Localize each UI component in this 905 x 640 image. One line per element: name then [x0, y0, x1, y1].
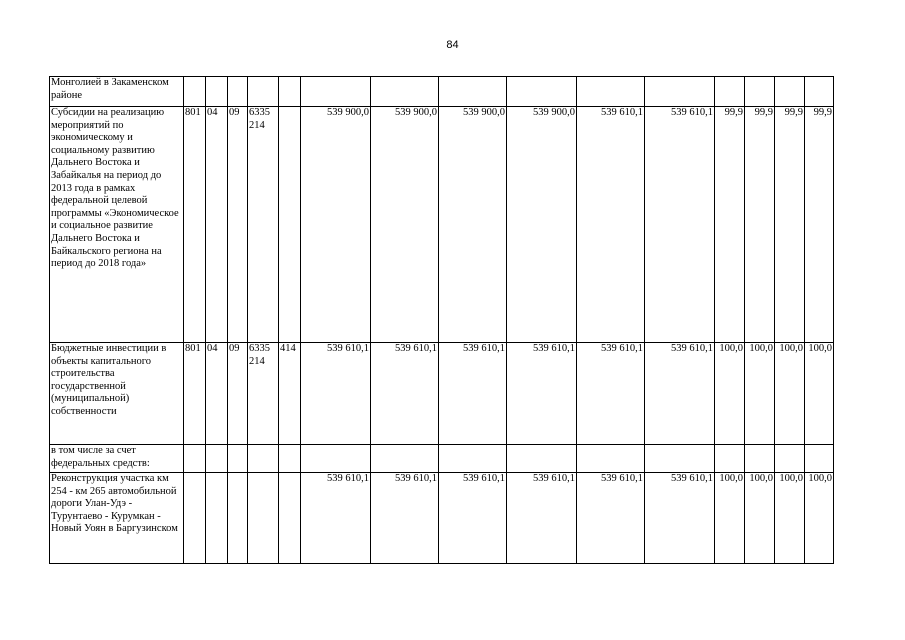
percent-cell [775, 77, 805, 107]
amount-cell: 539 900,0 [371, 107, 439, 343]
percent-cell [745, 77, 775, 107]
ministry-code: 801 [184, 343, 206, 445]
expense-type-code [279, 445, 301, 473]
percent-cell: 100,0 [715, 473, 745, 564]
percent-cell: 99,9 [805, 107, 834, 343]
amount-cell [577, 77, 645, 107]
budget-table [49, 76, 834, 564]
item-name: Реконструкция участка км 254 - км 265 автомобильной дороги Улан-Удэ - Турунтаево - Курумкан - Новый Уоян в Баргузинском [50, 473, 184, 564]
target-article-code [248, 77, 279, 107]
amount-cell [439, 445, 507, 473]
amount-cell [507, 77, 577, 107]
amount-cell: 539 900,0 [507, 107, 577, 343]
expense-type-code: 414 [279, 343, 301, 445]
amount-cell: 539 610,1 [577, 107, 645, 343]
table-row [50, 473, 834, 564]
subsection-code: 09 [228, 343, 248, 445]
subsection-code: 09 [228, 107, 248, 343]
target-article-code [248, 473, 279, 564]
percent-cell [775, 445, 805, 473]
percent-cell: 100,0 [745, 473, 775, 564]
amount-cell [645, 445, 715, 473]
amount-cell: 539 610,1 [645, 473, 715, 564]
amount-cell [577, 445, 645, 473]
target-article-code: 6335 214 [248, 343, 279, 445]
expense-type-code [279, 473, 301, 564]
table-row [50, 343, 834, 445]
subsection-code [228, 473, 248, 564]
ministry-code [184, 473, 206, 564]
amount-cell: 539 610,1 [439, 343, 507, 445]
amount-cell [439, 77, 507, 107]
amount-cell [371, 445, 439, 473]
amount-cell [301, 445, 371, 473]
amount-cell: 539 900,0 [439, 107, 507, 343]
percent-cell: 100,0 [805, 473, 834, 564]
amount-cell [507, 445, 577, 473]
percent-cell: 100,0 [775, 343, 805, 445]
percent-cell: 99,9 [745, 107, 775, 343]
amount-cell: 539 610,1 [301, 473, 371, 564]
item-name: Монголией в Закаменском районе [50, 77, 184, 107]
percent-cell: 100,0 [715, 343, 745, 445]
percent-cell [745, 445, 775, 473]
ministry-code [184, 77, 206, 107]
percent-cell: 99,9 [775, 107, 805, 343]
section-code: 04 [206, 343, 228, 445]
section-code [206, 473, 228, 564]
item-name: в том числе за счет федеральных средств: [50, 445, 184, 473]
ministry-code [184, 445, 206, 473]
percent-cell: 99,9 [715, 107, 745, 343]
page-number: 84 [446, 39, 459, 51]
section-code [206, 77, 228, 107]
table-row [50, 77, 834, 107]
amount-cell [301, 77, 371, 107]
amount-cell: 539 610,1 [507, 343, 577, 445]
amount-cell: 539 610,1 [577, 473, 645, 564]
item-name: Бюджетные инвестиции в объекты капитального строительства государственной (муниципальной) собственности [50, 343, 184, 445]
amount-cell: 539 610,1 [577, 343, 645, 445]
ministry-code: 801 [184, 107, 206, 343]
amount-cell: 539 900,0 [301, 107, 371, 343]
amount-cell: 539 610,1 [371, 473, 439, 564]
table-row [50, 107, 834, 343]
amount-cell: 539 610,1 [301, 343, 371, 445]
percent-cell [805, 445, 834, 473]
percent-cell [805, 77, 834, 107]
table-row [50, 445, 834, 473]
item-name: Субсидии на реализацию мероприятий по экономическому и социальному развитию Дальнего Востока и Забайкалья на период до 2013 года в рамках федеральной целевой программы «Экономическое и социальное развитие Дальнего Востока и Байкальского региона на период до 2018 года» [50, 107, 184, 343]
percent-cell: 100,0 [805, 343, 834, 445]
expense-type-code [279, 77, 301, 107]
subsection-code [228, 77, 248, 107]
amount-cell: 539 610,1 [371, 343, 439, 445]
target-article-code: 6335 214 [248, 107, 279, 343]
percent-cell: 100,0 [775, 473, 805, 564]
percent-cell: 100,0 [745, 343, 775, 445]
amount-cell: 539 610,1 [645, 343, 715, 445]
subsection-code [228, 445, 248, 473]
amount-cell [645, 77, 715, 107]
amount-cell [371, 77, 439, 107]
amount-cell: 539 610,1 [439, 473, 507, 564]
percent-cell [715, 77, 745, 107]
expense-type-code [279, 107, 301, 343]
target-article-code [248, 445, 279, 473]
amount-cell: 539 610,1 [507, 473, 577, 564]
section-code [206, 445, 228, 473]
amount-cell: 539 610,1 [645, 107, 715, 343]
section-code: 04 [206, 107, 228, 343]
percent-cell [715, 445, 745, 473]
